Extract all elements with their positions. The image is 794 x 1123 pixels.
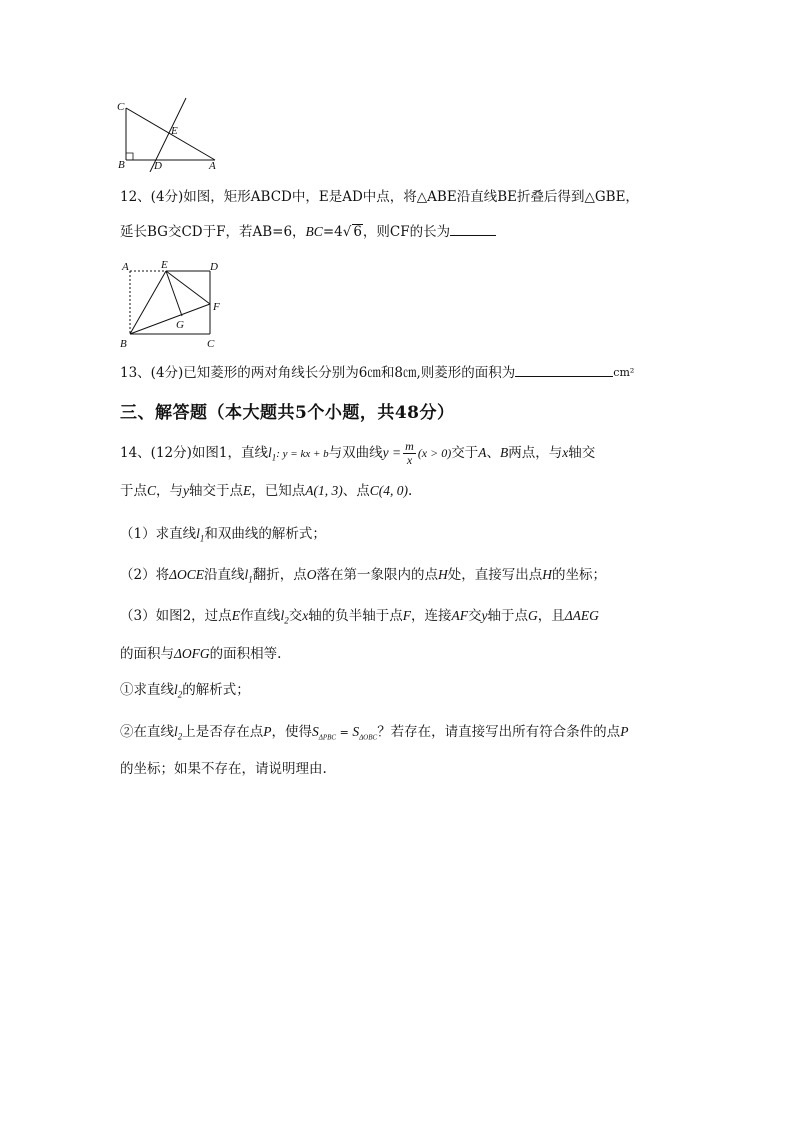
q14-3b-s1: S <box>312 724 319 739</box>
figure-1-triangle <box>112 96 232 172</box>
q14-2-o: O <box>306 567 317 582</box>
q14-1-sub: 1 <box>199 533 205 544</box>
q14-3-text-d: 轴的负半轴于点 <box>308 608 403 624</box>
q12-line-1 <box>120 187 639 207</box>
q12-answer-blank[interactable] <box>450 223 496 236</box>
q14-eq1: : y = kx + b <box>276 448 329 460</box>
q14-text-1e: 轴交 <box>568 445 596 461</box>
q14-coord-c: C(4, 0) <box>369 483 409 498</box>
q14-x-axis: x <box>562 445 569 460</box>
q14-sub-1 <box>120 524 326 549</box>
q14-text-2e: 、点 <box>342 483 370 499</box>
q14-sep: 、 <box>486 445 500 461</box>
q12-text-2b: ，则CF的长为 <box>362 224 451 240</box>
label-d: D <box>210 261 218 273</box>
q14-3-tri: ΔAEG <box>564 608 599 623</box>
q14-point-e: E <box>243 483 252 498</box>
q14-2-text-f: 的坐标； <box>552 567 607 583</box>
q14-3-text-h: 轴于点 <box>487 608 528 624</box>
q13-unit: cm² <box>613 366 635 379</box>
q14-3b-s2-sub: ΔOBC <box>359 733 378 742</box>
q14-text-2f: . <box>408 483 413 499</box>
q14-2-sub: 1 <box>248 574 253 585</box>
q14-3-y: y <box>481 608 488 623</box>
label-c: C <box>117 101 125 113</box>
q14-2-tri: ΔOCE <box>169 567 205 582</box>
label-a: A <box>209 160 216 172</box>
q14-text-2b: ，与 <box>156 483 184 499</box>
q14-3-tri2: ΔOFG <box>174 646 210 661</box>
q12-text-2a: 延长BG交CD于F，若AB=6， <box>120 224 306 240</box>
q12-bc-label: BC <box>305 224 323 239</box>
q14-3-text-i: ，且 <box>537 608 565 624</box>
q14-3-f: F <box>402 608 411 623</box>
q14-3-text-line2a: 的面积与 <box>120 646 174 662</box>
label-f: F <box>213 301 220 313</box>
q14-3b-text-d: ？若存在，请直接写出所有符合条件的点 <box>377 724 621 740</box>
q14-coord-a: A(1, 3) <box>305 483 343 498</box>
q14-text-1a: 14、(12分)如图1，直线 <box>120 445 268 461</box>
q14-3b-sub: 2 <box>177 731 183 742</box>
q14-3-text-a: （3）如图2，过点 <box>120 608 232 624</box>
q14-2-text-e: 处，直接写出点 <box>447 567 543 583</box>
q14-y-eq: y = <box>382 445 402 460</box>
q14-line-2 <box>120 481 412 501</box>
q14-1-l: l <box>196 526 200 541</box>
q14-3-gpt: G <box>527 608 538 623</box>
q14-3a-text-a: ①求直线 <box>120 682 174 698</box>
q13-text: 13、(4分)已知菱形的两对角线长分别为6㎝和8㎝,则菱形的面积为 <box>120 365 516 381</box>
q14-3-text-e2: ，连接 <box>410 608 452 624</box>
q12-line-2: 延长BG交CD于F，若AB=6，BC=4√ 6，则CF的长为 <box>120 222 496 242</box>
q14-3a-text-b: 的解析式； <box>182 682 250 698</box>
label-g: G <box>176 319 184 331</box>
q14-3-text-g: 交 <box>467 608 482 624</box>
q14-3b-eq: = <box>336 726 353 739</box>
q14-point-a: A <box>478 445 487 460</box>
q14-3-x: x <box>302 608 309 623</box>
label-d: D <box>154 160 162 172</box>
q14-3a-l: l <box>174 682 178 697</box>
q14-text-2d: ，已知点 <box>251 483 306 499</box>
label-c: C <box>207 338 215 350</box>
q14-text-2c: 轴交于点 <box>189 483 244 499</box>
q14-3-l: l <box>280 608 285 623</box>
q14-line-1 <box>120 440 595 468</box>
label-b: B <box>120 338 127 350</box>
q14-frac-num: m <box>405 439 414 453</box>
q14-3b-text-line2: 的坐标；如果不存在，请说明理由. <box>120 761 327 777</box>
q14-3b-p2: P <box>620 724 629 739</box>
label-b: B <box>118 159 125 171</box>
q14-point-b: B <box>499 445 509 460</box>
q14-1-text-a: （1）求直线 <box>120 526 197 542</box>
q12-text-1: 12、(4分)如图，矩形ABCD中，E是AD中点，将△ABE沿直线BE折叠后得到△GBE， <box>120 189 639 205</box>
label-a: A <box>122 261 129 273</box>
q14-1-text-b: 和双曲线的解析式； <box>204 526 326 542</box>
q14-3-text-line2b: 的面积相等. <box>209 646 282 662</box>
q14-text-2a: 于点 <box>120 483 147 499</box>
label-e: E <box>161 259 168 271</box>
q14-fraction <box>403 440 416 467</box>
q14-3b-text-c: ，使得 <box>271 724 313 740</box>
q14-sub-3-line-1 <box>120 606 599 631</box>
q14-2-l: l <box>244 567 249 582</box>
q14-text-1d: 两点，与 <box>508 445 563 461</box>
label-e: E <box>171 125 178 137</box>
q14-3b-s1-sub: ΔPBC <box>318 733 337 742</box>
q14-3b-s2: S <box>352 724 360 739</box>
q14-3b-text-b: 上是否存在点 <box>182 724 264 740</box>
q14-sub-3-line-2 <box>120 644 281 664</box>
figure-2-rectangle <box>116 258 236 354</box>
q13-answer-blank[interactable] <box>515 364 613 377</box>
q14-3b-text-a: ②在直线 <box>120 724 174 740</box>
q14-3-e: E <box>231 608 240 623</box>
q14-l1-sub: 1 <box>271 452 277 463</box>
q14-2-text-b: 沿直线 <box>204 567 245 583</box>
q14-2-text-d: 落在第一象限内的点 <box>316 567 439 583</box>
q14-frac-den: x <box>406 453 413 467</box>
q14-sub-3a <box>120 680 250 705</box>
q14-y-axis: y <box>183 483 190 498</box>
q14-cond: (x > 0) <box>417 446 452 460</box>
q14-2-h: H <box>438 567 448 582</box>
q14-2-h2: H <box>542 567 553 582</box>
q14-3-sub: 2 <box>284 615 289 626</box>
q14-sub-3b-line-2 <box>120 759 327 779</box>
q14-3-text-b: 作直线 <box>239 608 281 624</box>
q12-bc-root: 6 <box>353 224 362 240</box>
q14-l1: l <box>267 445 272 460</box>
q14-text-1b: 与双曲线 <box>328 445 383 461</box>
q14-3-af: AF <box>451 608 468 623</box>
section-3-title: 三、解答题（本大题共5个小题，共48分） <box>120 403 455 423</box>
q14-2-text-c: 翻折，点 <box>252 567 307 583</box>
q14-3b-p: P <box>263 724 272 739</box>
q14-text-1c: 交于 <box>451 445 479 461</box>
q14-point-c: C <box>147 483 157 498</box>
q14-3a-sub: 2 <box>177 689 183 700</box>
q14-2-text-a: （2）将 <box>120 567 170 583</box>
q14-3b-l: l <box>174 724 178 739</box>
q14-sub-3b-line-1 <box>120 722 628 748</box>
q12-bc-eq: =4 <box>322 224 343 240</box>
q13-line <box>120 363 634 383</box>
q14-3-text-c: 交 <box>288 608 303 624</box>
q14-sub-2 <box>120 565 606 590</box>
